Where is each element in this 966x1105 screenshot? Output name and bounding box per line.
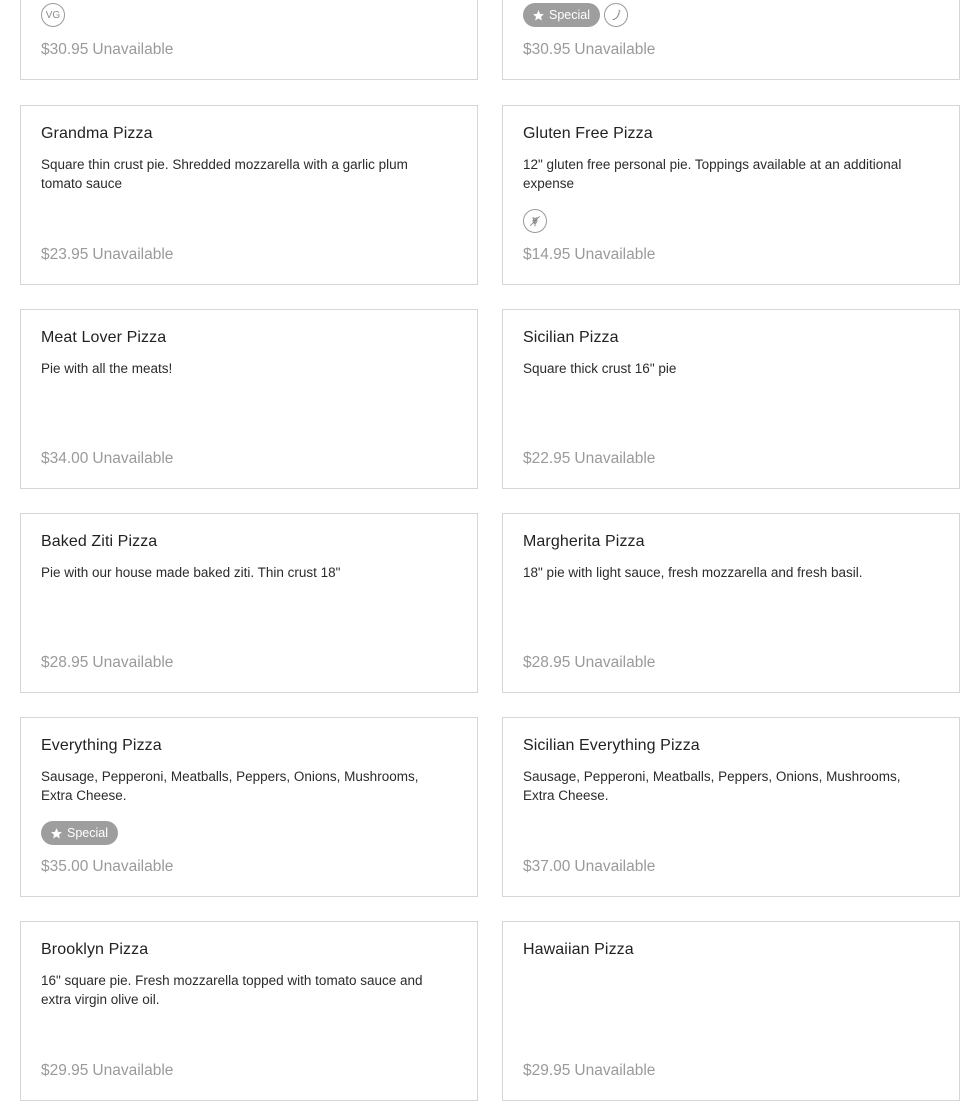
- menu-item-card[interactable]: [20, 309, 478, 489]
- item-price-line: [41, 450, 173, 468]
- star-icon: [532, 9, 545, 22]
- menu-item-card[interactable]: [502, 717, 960, 897]
- menu-item-card[interactable]: [20, 513, 478, 693]
- item-price-line: [523, 41, 655, 59]
- item-name: Everything Pizza: [41, 737, 162, 754]
- item-tags: [523, 209, 547, 233]
- item-price: $28.95: [523, 654, 571, 671]
- item-name: Sicilian Everything Pizza: [523, 737, 700, 754]
- special-badge: [41, 821, 118, 845]
- availability-status: Unavailable: [92, 1062, 174, 1079]
- availability-status: Unavailable: [92, 858, 174, 875]
- spicy-pepper-icon: [604, 3, 628, 27]
- gluten-free-icon: [523, 209, 547, 233]
- item-price: $30.95: [41, 41, 89, 58]
- item-description: Sausage, Pepperoni, Meatballs, Peppers, Onions, Mushrooms, Extra Cheese.: [41, 769, 419, 803]
- item-price: $28.95: [41, 654, 89, 671]
- menu-item-card[interactable]: [20, 921, 478, 1101]
- item-name: Sicilian Pizza: [523, 329, 619, 346]
- item-description: 16" square pie. Fresh mozzarella topped with tomato sauce and extra virgin olive oil.: [41, 973, 423, 1007]
- item-description: Square thick crust 16" pie: [523, 361, 677, 376]
- item-price: $29.95: [41, 1062, 89, 1079]
- item-name: Margherita Pizza: [523, 533, 645, 550]
- item-tags: [41, 3, 65, 27]
- special-badge: [523, 3, 600, 27]
- item-price: $37.00: [523, 858, 571, 875]
- item-name: Grandma Pizza: [41, 125, 153, 142]
- menu-item-card[interactable]: [20, 105, 478, 285]
- menu-item-card[interactable]: [502, 921, 960, 1101]
- availability-status: Unavailable: [92, 246, 174, 263]
- menu-item-card[interactable]: [502, 105, 960, 285]
- item-price-line: [523, 1062, 655, 1080]
- item-price: $30.95: [523, 41, 571, 58]
- item-description: Pie with all the meats!: [41, 361, 173, 376]
- item-price-line: [41, 654, 173, 672]
- availability-status: Unavailable: [574, 654, 656, 671]
- special-label: Special: [67, 826, 108, 840]
- menu-item-card[interactable]: [502, 0, 960, 80]
- item-tags: [523, 3, 628, 27]
- item-description: Square thin crust pie. Shredded mozzarella with a garlic plum tomato sauce: [41, 157, 408, 191]
- item-price: $29.95: [523, 1062, 571, 1079]
- availability-status: Unavailable: [574, 450, 656, 467]
- availability-status: Unavailable: [92, 450, 174, 467]
- availability-status: Unavailable: [574, 246, 656, 263]
- availability-status: Unavailable: [92, 654, 174, 671]
- item-price-line: [523, 450, 655, 468]
- vegan-icon: VG: [41, 3, 65, 27]
- item-name: Baked Ziti Pizza: [41, 533, 158, 550]
- item-price-line: [523, 858, 655, 876]
- item-price: $35.00: [41, 858, 89, 875]
- item-name: Brooklyn Pizza: [41, 941, 149, 958]
- item-price-line: [523, 246, 655, 264]
- item-price-line: [41, 858, 173, 876]
- item-price: $22.95: [523, 450, 571, 467]
- item-price-line: [41, 41, 173, 59]
- item-price: $23.95: [41, 246, 89, 263]
- item-price: $14.95: [523, 246, 571, 263]
- item-description: 18" pie with light sauce, fresh mozzarella and fresh basil.: [523, 565, 863, 580]
- menu-item-card[interactable]: [20, 717, 478, 897]
- item-name: Hawaiian Pizza: [523, 941, 634, 958]
- item-description: 12" gluten free personal pie. Toppings available at an additional expense: [523, 157, 902, 191]
- menu-item-card[interactable]: [502, 309, 960, 489]
- item-description: Sausage, Pepperoni, Meatballs, Peppers, Onions, Mushrooms, Extra Cheese.: [523, 769, 901, 803]
- item-description: Pie with our house made baked ziti. Thin crust 18": [41, 565, 341, 580]
- item-tags: [41, 821, 118, 845]
- item-price-line: [41, 1062, 173, 1080]
- menu-item-card[interactable]: [20, 0, 478, 80]
- item-price-line: [523, 654, 655, 672]
- menu-item-card[interactable]: [502, 513, 960, 693]
- item-name: Gluten Free Pizza: [523, 125, 653, 142]
- item-price: $34.00: [41, 450, 89, 467]
- item-name: Meat Lover Pizza: [41, 329, 167, 346]
- availability-status: Unavailable: [574, 41, 656, 58]
- availability-status: Unavailable: [574, 1062, 656, 1079]
- item-price-line: [41, 246, 173, 264]
- special-label: Special: [549, 8, 590, 22]
- availability-status: Unavailable: [92, 41, 174, 58]
- star-icon: [50, 827, 63, 840]
- availability-status: Unavailable: [574, 858, 656, 875]
